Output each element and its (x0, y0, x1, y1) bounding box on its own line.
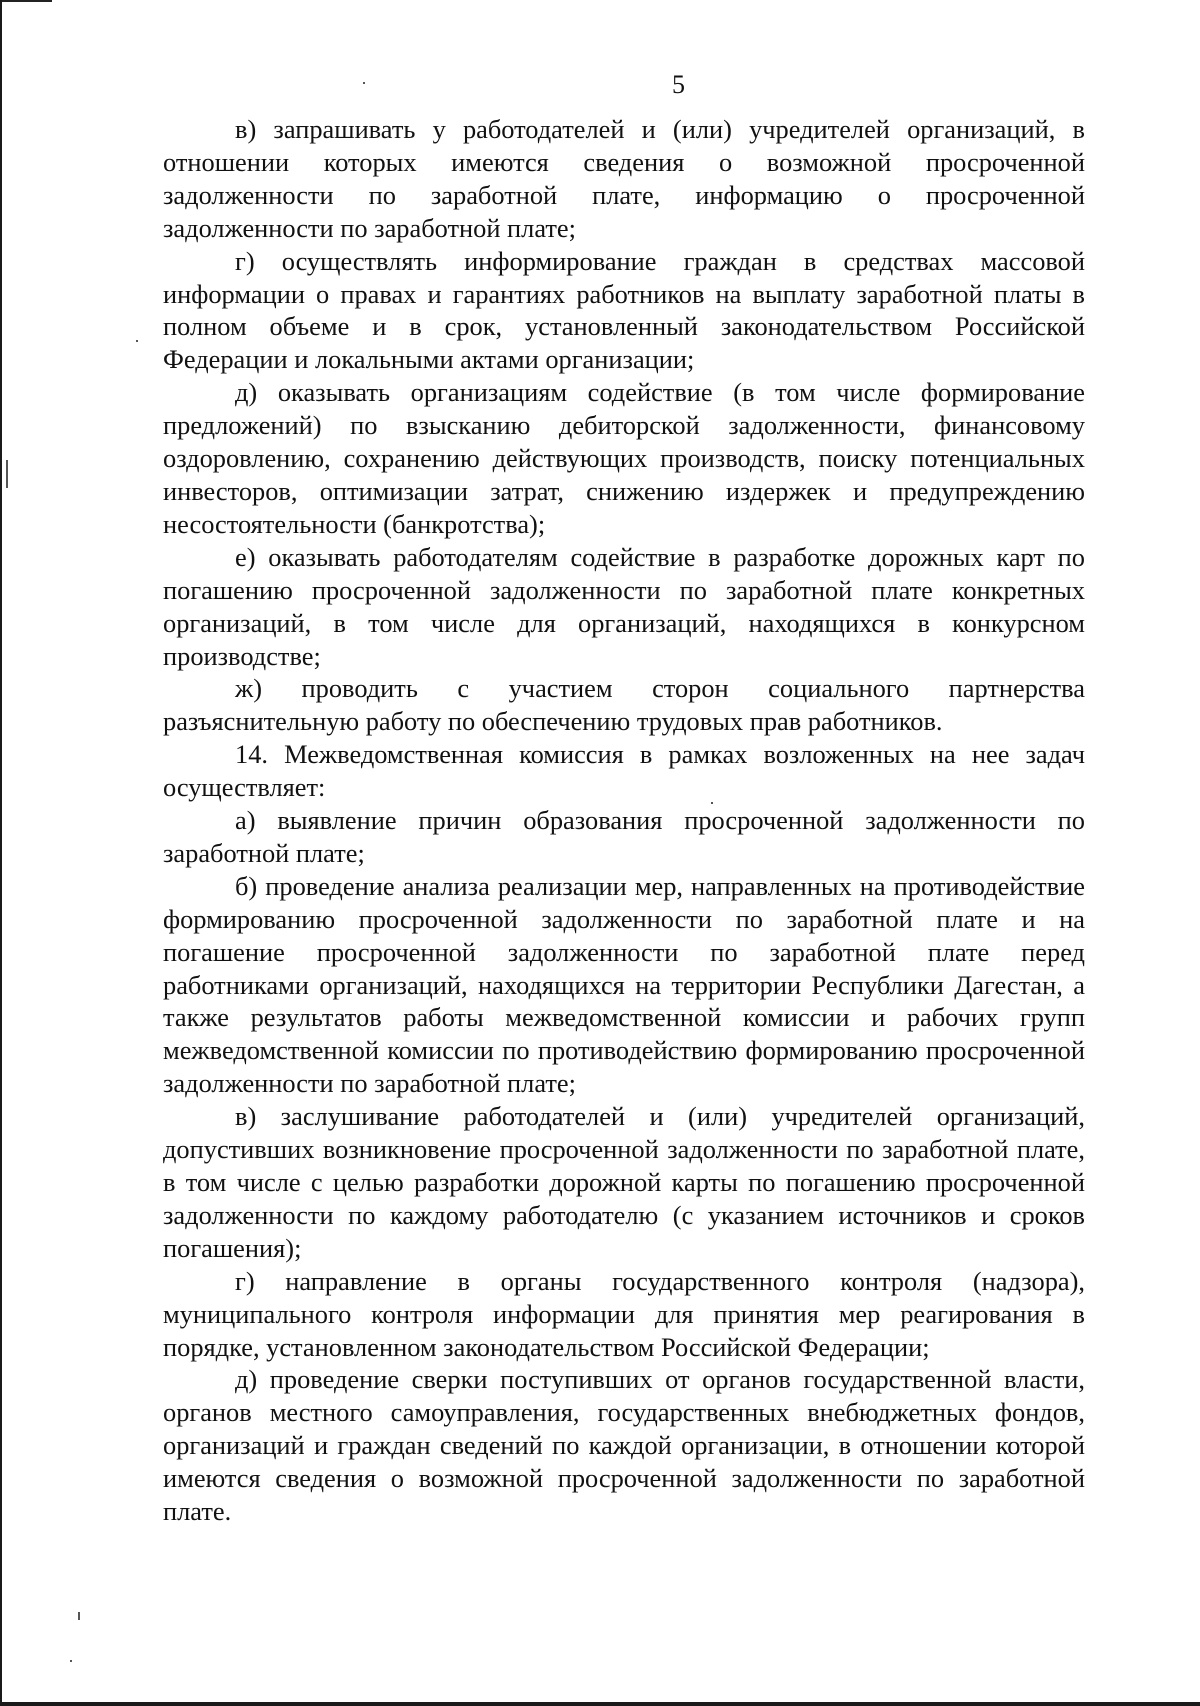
scan-speck (136, 340, 138, 342)
paragraph-subitem-a: а) выявление причин образования просроченной задолженности по заработной плате; (163, 805, 1085, 868)
scan-edge-top (0, 0, 52, 2)
paragraph-subitem-d: д) проведение сверки поступивших от органов государственной власти, органов местного самоуправления, государственных внебюджетных фондов, организаций и граждан сведений по каждой организации, в отношении которой имеются сведения о возможной просроченной задолженности по заработной плате. (163, 1364, 1085, 1527)
scan-edge-left (0, 0, 2, 1706)
paragraph-clause-14: 14. Межведомственная комиссия в рамках возложенных на нее задач осуществляет: (163, 739, 1085, 803)
paragraph-item-v: в) запрашивать у работодателей и (или) учредителей организаций, в отношении которых имеются сведения о возможной просроченной задолженности по заработной плате, информацию о просроченной задолженности по заработной плате; (163, 114, 1085, 243)
scan-speck (78, 1612, 80, 1620)
paragraph-item-d: д) оказывать организациям содействие (в том числе формирование предложений) по взысканию дебиторской задолженности, финансовому оздоровлению, сохранению действующих производств, поиску потенциальных инвесторов, оптимизации затрат, снижению издержек и предупреждению несостоятельности (банкротства); (163, 377, 1085, 539)
scan-edge-bottom (0, 1702, 1200, 1706)
paragraph-item-zh: ж) проводить с участием сторон социального партнерства разъяснительную работу по обеспечению трудовых прав работников. (163, 673, 1085, 737)
paragraph-subitem-b: б) проведение анализа реализации мер, направленных на противодействие формированию просроченной задолженности по заработной плате и на погашение просроченной задолженности по заработной плате перед работниками организаций, находящихся на территории Республики Дагестан, а также результатов работы межведомственной комиссии и рабочих групп межведомственной комиссии по противодействию формированию просроченной задолженности по заработной плате; (163, 870, 1085, 1099)
page-number: 5 (672, 70, 685, 99)
scan-speck (6, 460, 8, 488)
paragraph-subitem-v: в) заслушивание работодателей и (или) учредителей организаций, допустивших возникновение просроченной задолженности по заработной плате, в том числе с целью разработки дорожной карты по погашению просроченной задолженности по каждому работодателю (с указанием источников и сроков погашения); (163, 1101, 1085, 1263)
paragraph-item-e: е) оказывать работодателям содействие в разработке дорожных карт по погашению просроченной задолженности по заработной плате конкретных организаций, в том числе для организаций, находящихся в конкурсном производстве; (163, 541, 1085, 671)
paragraph-item-g: г) осуществлять информирование граждан в средствах массовой информации о правах и гарантиях работников на выплату заработной платы в полном объеме и в срок, установленный законодательством Российской Федерации и локальными актами организации; (163, 245, 1085, 375)
document-body (163, 113, 1085, 1528)
paragraph-subitem-g: г) направление в органы государственного контроля (надзора), муниципального контроля информации для принятия мер реагирования в порядке, установленном законодательством Российской Федерации; (163, 1265, 1085, 1362)
scan-speck (70, 1660, 72, 1662)
